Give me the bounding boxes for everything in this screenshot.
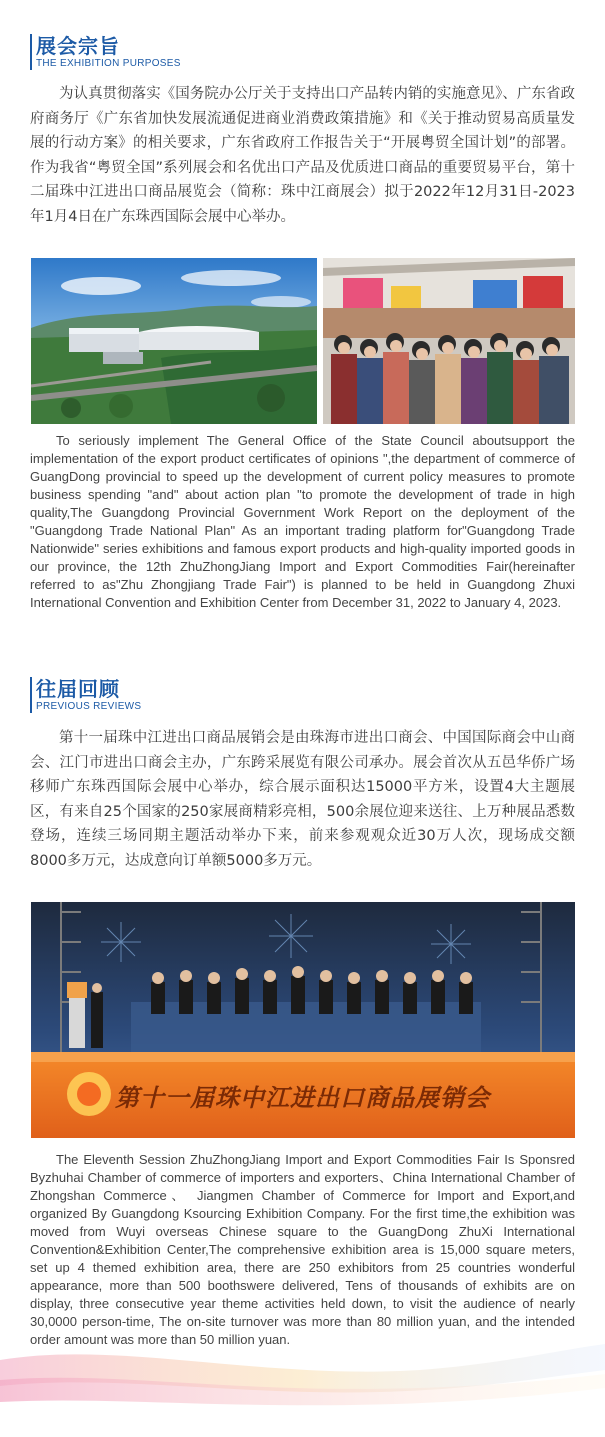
banner-text: 第十一届珠中江进出口商品展销会 bbox=[115, 1084, 490, 1112]
purposes-cn-paragraph: 为认真贯彻落实《国务院办公厅关于支持出口产品转内销的实施意见》、广东省政府商务厅《广东省加快发展流通促进商业消费政策措施》和《关于推动贸易高质量发展的行动方案》的相关要求，广东省政府工作报告关于“开展粤贸全国计划”的部署。作为我省“粤贸全国”系列展会和名优出口产品及优质进口商品的重要贸易平台，第十二届珠中江进出口商品展览会（简称：珠中江商展会）拟于2022年12月31日-2023年1月4日在广东珠西国际会展中心举办。 bbox=[30, 86, 575, 225]
section-subtitle: PREVIOUS REVIEWS bbox=[36, 701, 142, 712]
section-header-reviews bbox=[30, 677, 141, 713]
section-subtitle: THE EXHIBITION PURPOSES bbox=[36, 58, 181, 69]
purposes-en-paragraph: To seriously implement The General Office of the State Council aboutsupport the implementation of the export product certificates of opinions ",the department of commerce of GuangDong provincial to speed up the development of current policy measures to promote business spending "and" about action plan "to promote the development of trade in high quality,The Guangdong Provincial Government Work Report on the deployment of the "Guangdong Trade National Plan" As an important trading platform for"Guangdong Trade Nationwide" series exhibitions and famous export products and high-quality imported goods in our province, the 12th ZhuZhongJiang Import and Export Commodities Fair(hereinafter referred to as"Zhu Zhongjiang Trade Fair") is planned to be held in Guangdong Zhuxi International Convention and Exhibition Center from December 31, 2022 to January 4, 2023. bbox=[30, 433, 575, 610]
reviews-cn-paragraph: 第十一届珠中江进出口商品展销会是由珠海市进出口商会、中国国际商会中山商会、江门市进出口商会主办，广东跨采展览有限公司承办。展会首次从五邑华侨广场移师广东珠西国际会展中心举办，综合展示面积达15000平方米，设置4大主题展区，有来自25个国家的250家展商精彩亮相，500余展位迎来送往、上万种展品悉数登场，连续三场同期主题活动举办下来，前来参观观众近30万人次，现场成交额8000多万元，达成意向订单额5000多万元。 bbox=[30, 730, 575, 869]
section-title: 往届回顾 bbox=[36, 677, 120, 701]
exhibition-crowd-photo bbox=[323, 258, 575, 424]
section-header-purposes bbox=[30, 34, 181, 70]
convention-center-aerial-photo bbox=[31, 258, 317, 424]
reviews-en-paragraph: The Eleventh Session ZhuZhongJiang Import and Export Commodities Fair Is Sponsred Byzhuhai Chamber of commerce of importers and exporters、China International Chamber of Zhongshan Commerce、 Jiangmen Chamber of Commerce for Import and Export,and organized By Guangdong Ksourcing Exhibition Company. For the first time,the exhibition was moved from Wuyi overseas Chinese square to the GuangDong ZhuXi International Convention&Exhibition Center,The comprehensive exhibition area is 15,000 square meters, set up 4 themed exhibition area, there are 250 exhibitors from 25 countries wonderful appearance, more than 500 boothswere delivered, Tens of thousands of exhibits are on display, three consecutive year theme activities held down, to visit the audience of nearly 30,0000 person-time, The on-site turnover was more than 80 million yuan, and the intended order amount was more than 50 million yuan. bbox=[30, 1152, 575, 1347]
section-title: 展会宗旨 bbox=[36, 34, 120, 58]
opening-ceremony-photo bbox=[31, 902, 575, 1138]
